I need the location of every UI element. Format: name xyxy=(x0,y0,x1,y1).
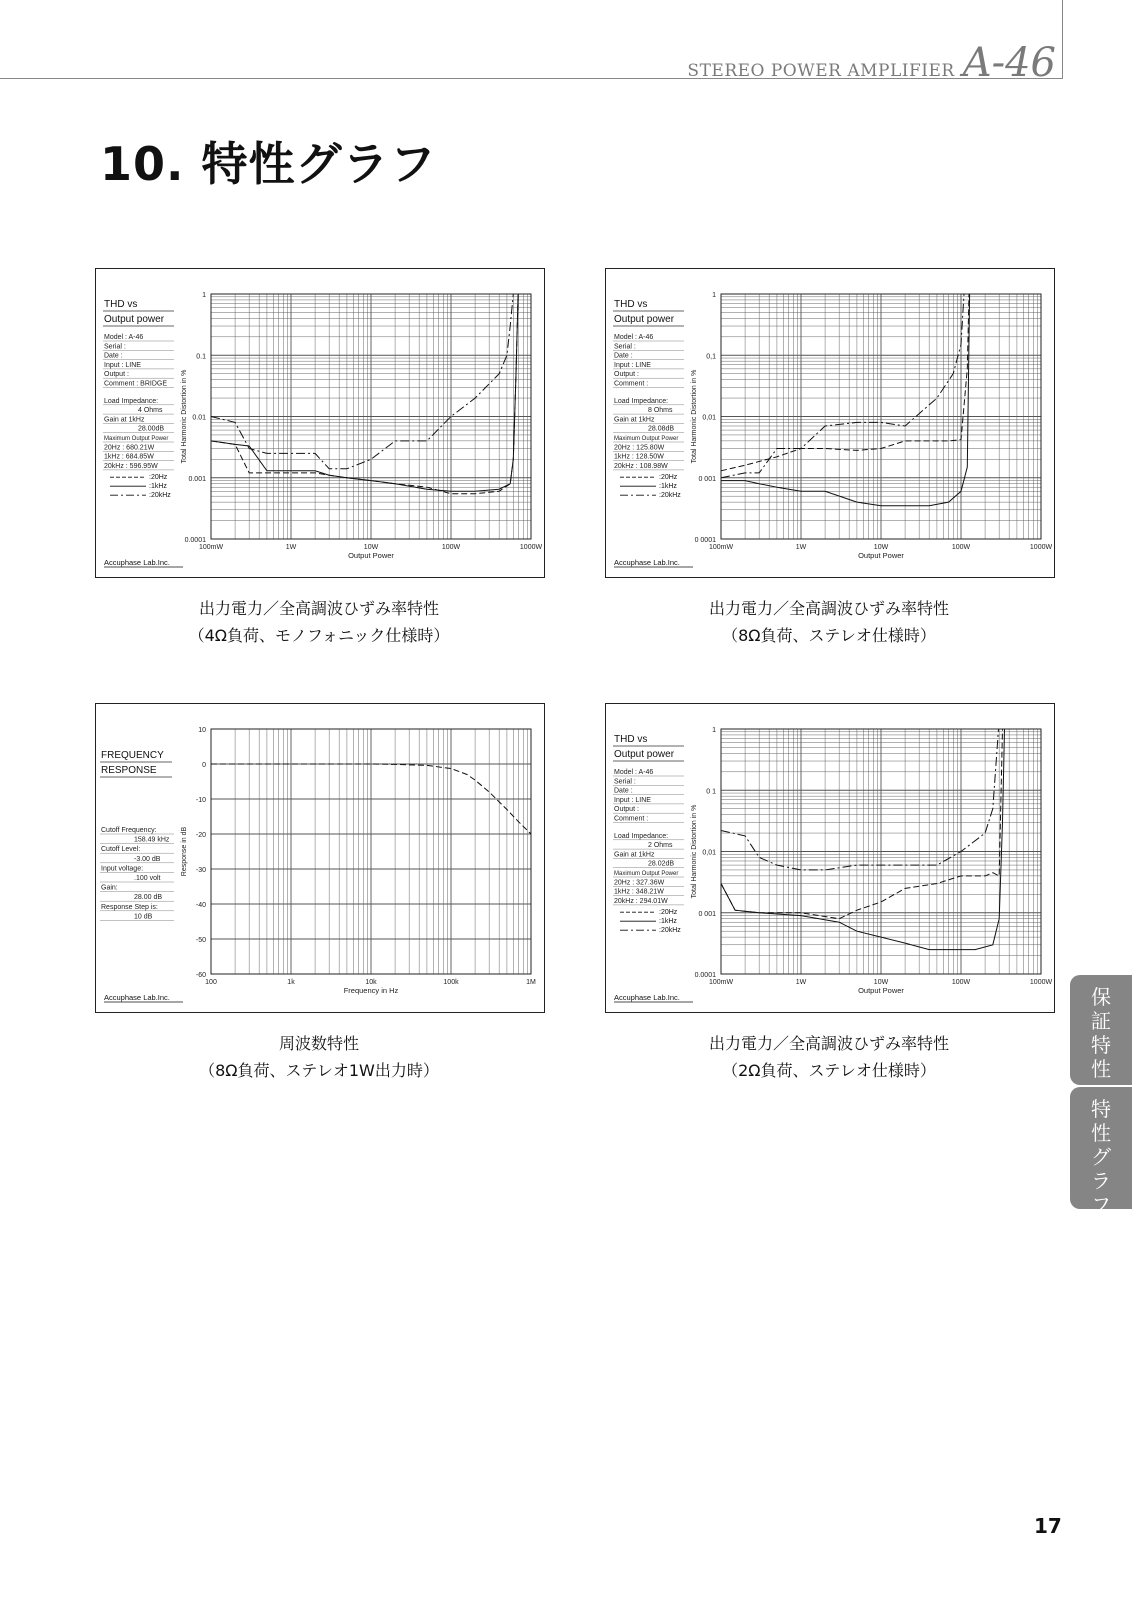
info-line: Comment : xyxy=(614,380,649,388)
series-line-1kHz xyxy=(721,729,1005,950)
info-line: Gain at 1kHz xyxy=(104,416,145,424)
info-line: 2 Ohms xyxy=(648,842,673,850)
info-line: Load Impedance: xyxy=(614,397,669,405)
chart-title-line1: THD vs xyxy=(104,299,138,310)
info-line: 8 Ohms xyxy=(648,407,673,415)
x-tick-label: 1000W xyxy=(1029,979,1053,986)
caption-line1: 周波数特性 xyxy=(278,1034,359,1053)
y-axis-label: Response in dB xyxy=(181,826,188,877)
info-line: Input : LINE xyxy=(614,361,651,369)
series-line-20kHz xyxy=(211,294,513,469)
info-line: Model : A-46 xyxy=(614,334,654,341)
info-line: Date : xyxy=(614,352,633,360)
side-tab-label: 特性グラフ xyxy=(1091,1097,1111,1217)
info-line: 1kHz : 348.21W xyxy=(614,888,664,896)
y-tick-label: -40 xyxy=(195,902,206,909)
info-line: 20Hz : 680.21W xyxy=(104,444,155,452)
x-tick-label: 1000W xyxy=(519,544,543,551)
info-line: 28.02dB xyxy=(648,860,675,868)
caption-line2: （8Ω負荷、ステレオ仕様時） xyxy=(722,626,936,645)
x-tick-label: 1W xyxy=(795,979,807,986)
caption-line1: 出力電力／全高調波ひずみ率特性 xyxy=(708,1034,949,1053)
caption-line2: （4Ω負荷、モノフォニック仕様時） xyxy=(188,626,450,645)
y-axis-label: Total Harmonic Distortion in % xyxy=(691,804,698,899)
page-title: 10. 特性グラフ xyxy=(100,137,437,191)
page-number: 17 xyxy=(1034,1514,1062,1538)
info-line: 28.00 dB xyxy=(134,894,163,902)
chart-title-line1: FREQUENCY xyxy=(101,750,164,761)
caption-thd-8ohm xyxy=(599,595,1059,649)
x-tick-label: 1W xyxy=(795,544,807,551)
legend-label: :20Hz xyxy=(659,474,678,482)
y-tick-label: 1 xyxy=(202,292,206,299)
y-tick-label: 0.1 xyxy=(196,353,206,361)
x-tick-label: 10W xyxy=(363,544,379,551)
chart-title-line1: THD vs xyxy=(614,299,648,310)
y-tick-label: -30 xyxy=(195,867,206,874)
y-tick-label: 1 xyxy=(712,727,716,734)
series-line-1kHz xyxy=(721,294,970,506)
chart-title-line2: Output power xyxy=(614,314,675,325)
series-line-20kHz xyxy=(721,729,999,870)
caption-line1: 出力電力／全高調波ひずみ率特性 xyxy=(708,599,949,618)
info-line: .100 volt xyxy=(134,875,161,882)
x-axis-label: Output Power xyxy=(858,551,904,560)
info-line: Load Impedance: xyxy=(104,397,159,405)
y-tick-label: 0 xyxy=(202,762,206,769)
y-tick-label: 0,01 xyxy=(702,414,716,422)
info-line: Cutoff Level: xyxy=(101,846,141,854)
info-line: Comment : xyxy=(614,815,649,823)
info-line: Input : LINE xyxy=(104,361,141,369)
footer-credit: Accuphase Lab.Inc. xyxy=(104,558,170,567)
legend-label: :20Hz xyxy=(659,909,678,917)
info-line: 28.00dB xyxy=(138,425,165,433)
info-line: Input : LINE xyxy=(614,796,651,804)
info-line: Gain: xyxy=(101,884,118,892)
side-tab-warranty-specs[interactable] xyxy=(1070,975,1132,1085)
series-line-20Hz xyxy=(721,294,969,471)
x-axis-label: Frequency in Hz xyxy=(343,986,399,995)
chart-panel-thd-2ohm xyxy=(605,703,1055,1013)
chart-panel-thd-8ohm xyxy=(605,268,1055,578)
x-tick-label: 1W xyxy=(285,544,297,551)
series-line-20Hz xyxy=(721,729,1003,919)
caption-line1: 出力電力／全高調波ひずみ率特性 xyxy=(198,599,439,618)
info-line: Cutoff Frequency: xyxy=(101,827,157,834)
x-tick-label: 100mW xyxy=(708,979,734,986)
info-line: Maximum Output Power xyxy=(614,871,679,877)
chart-title-line1: THD vs xyxy=(614,734,648,745)
y-tick-label: 0.001 xyxy=(188,475,206,483)
x-tick-label: 100W xyxy=(951,979,971,986)
y-tick-label: 0,01 xyxy=(702,849,716,857)
y-tick-label: 0 001 xyxy=(698,910,716,918)
x-tick-label: 100W xyxy=(951,544,971,551)
y-tick-label: 1 xyxy=(712,292,716,299)
caption-line2: （2Ω負荷、ステレオ仕様時） xyxy=(722,1061,936,1080)
x-tick-label: 10W xyxy=(873,979,889,986)
side-tab-characteristic-graphs[interactable] xyxy=(1070,1087,1132,1217)
x-tick-label: 10k xyxy=(365,979,377,986)
y-axis-label: Total Harmonic Distortion in % xyxy=(181,369,188,464)
side-tab-label: 保証特性 xyxy=(1091,985,1111,1081)
info-line: 1kHz : 684.85W xyxy=(104,453,154,461)
x-tick-label: 100k xyxy=(443,979,459,986)
info-line: Comment : BRIDGE xyxy=(104,380,168,388)
chart-frequency-response xyxy=(96,704,544,1012)
footer-credit: Accuphase Lab.Inc. xyxy=(614,993,680,1002)
info-line: Response Step is: xyxy=(101,903,158,911)
header-model: A-46 xyxy=(962,40,1056,86)
x-tick-label: 1000W xyxy=(1029,544,1053,551)
info-line: Gain at 1kHz xyxy=(614,851,655,859)
chart-thd-8ohm xyxy=(606,269,1054,577)
info-line: 1kHz : 128.50W xyxy=(614,453,664,461)
legend-label: :1kHz xyxy=(149,483,167,491)
info-line: 158.49 kHz xyxy=(134,836,170,844)
caption-thd-4ohm xyxy=(89,595,549,649)
info-line: Serial : xyxy=(614,343,636,351)
info-line: 20kHz : 596.95W xyxy=(104,462,158,470)
chart-title-line2: Output power xyxy=(614,749,675,760)
chart-thd-2ohm xyxy=(606,704,1054,1012)
info-line: Model : A-46 xyxy=(614,769,654,776)
y-tick-label: 0.01 xyxy=(192,414,206,422)
info-line: Serial : xyxy=(614,778,636,786)
x-tick-label: 100W xyxy=(441,544,461,551)
y-tick-label: -50 xyxy=(195,937,206,944)
info-line: Maximum Output Power xyxy=(614,436,679,442)
legend-label: :20Hz xyxy=(149,474,168,482)
x-tick-label: 1M xyxy=(526,979,536,986)
y-tick-label: 0 0001 xyxy=(694,537,716,544)
y-tick-label: -10 xyxy=(195,797,206,804)
y-axis-label: Total Harmonic Distortion in % xyxy=(691,369,698,464)
info-line: 28.08dB xyxy=(648,425,675,433)
info-line: Model : A-46 xyxy=(104,334,144,341)
info-line: 20kHz : 294.01W xyxy=(614,897,668,905)
info-line: Input voltage: xyxy=(101,865,144,873)
info-line: 4 Ohms xyxy=(138,407,163,415)
info-line: -3.00 dB xyxy=(134,855,161,863)
legend-label: :20kHz xyxy=(659,492,681,500)
info-line: Date : xyxy=(614,787,633,795)
info-line: 20Hz : 327.36W xyxy=(614,879,665,887)
info-line: Output : xyxy=(614,806,639,814)
info-line: Gain at 1kHz xyxy=(614,416,655,424)
y-tick-label: 10 xyxy=(198,727,206,734)
info-line: Load Impedance: xyxy=(614,832,669,840)
caption-frequency-response xyxy=(89,1030,549,1084)
info-line: 20kHz : 108.98W xyxy=(614,462,668,470)
legend-label: :20kHz xyxy=(659,927,681,935)
footer-credit: Accuphase Lab.Inc. xyxy=(614,558,680,567)
legend-label: :1kHz xyxy=(659,918,677,926)
info-line: 10 dB xyxy=(134,913,153,921)
footer-credit: Accuphase Lab.Inc. xyxy=(104,993,170,1002)
x-tick-label: 100mW xyxy=(708,544,734,551)
legend-label: :20kHz xyxy=(149,492,171,500)
x-axis-label: Output Power xyxy=(858,986,904,995)
caption-thd-2ohm xyxy=(599,1030,1059,1084)
y-tick-label: 0 001 xyxy=(698,475,716,483)
series-line-20kHz xyxy=(721,294,964,478)
page-header xyxy=(687,40,1056,86)
info-line: Maximum Output Power xyxy=(104,436,169,442)
header-rule-vertical xyxy=(1062,0,1063,79)
chart-thd-4ohm xyxy=(96,269,544,577)
y-tick-label: 0.0001 xyxy=(184,537,206,544)
y-tick-label: -20 xyxy=(195,832,206,839)
info-line: Output : xyxy=(104,371,129,379)
chart-panel-frequency-response xyxy=(95,703,545,1013)
x-tick-label: 10W xyxy=(873,544,889,551)
y-tick-label: 0,1 xyxy=(706,353,716,361)
legend-label: :1kHz xyxy=(659,483,677,491)
info-line: Serial : xyxy=(104,343,126,351)
chart-title-line2: Output power xyxy=(104,314,165,325)
x-tick-label: 1k xyxy=(287,979,295,986)
x-tick-label: 100 xyxy=(205,979,217,986)
info-line: Output : xyxy=(614,371,639,379)
chart-panel-thd-4ohm xyxy=(95,268,545,578)
header-product-type: STEREO POWER AMPLIFIER xyxy=(687,61,955,81)
info-line: Date : xyxy=(104,352,123,360)
caption-line2: （8Ω負荷、ステレオ1W出力時） xyxy=(199,1061,439,1080)
y-tick-label: 0.0001 xyxy=(694,972,716,979)
y-tick-label: 0 1 xyxy=(706,788,716,796)
series-line-20Hz xyxy=(211,294,518,494)
chart-title-line2: RESPONSE xyxy=(101,765,157,776)
y-tick-label: -60 xyxy=(195,972,206,979)
info-line: 20Hz : 125.80W xyxy=(614,444,665,452)
x-axis-label: Output Power xyxy=(348,551,394,560)
x-tick-label: 100mW xyxy=(198,544,224,551)
